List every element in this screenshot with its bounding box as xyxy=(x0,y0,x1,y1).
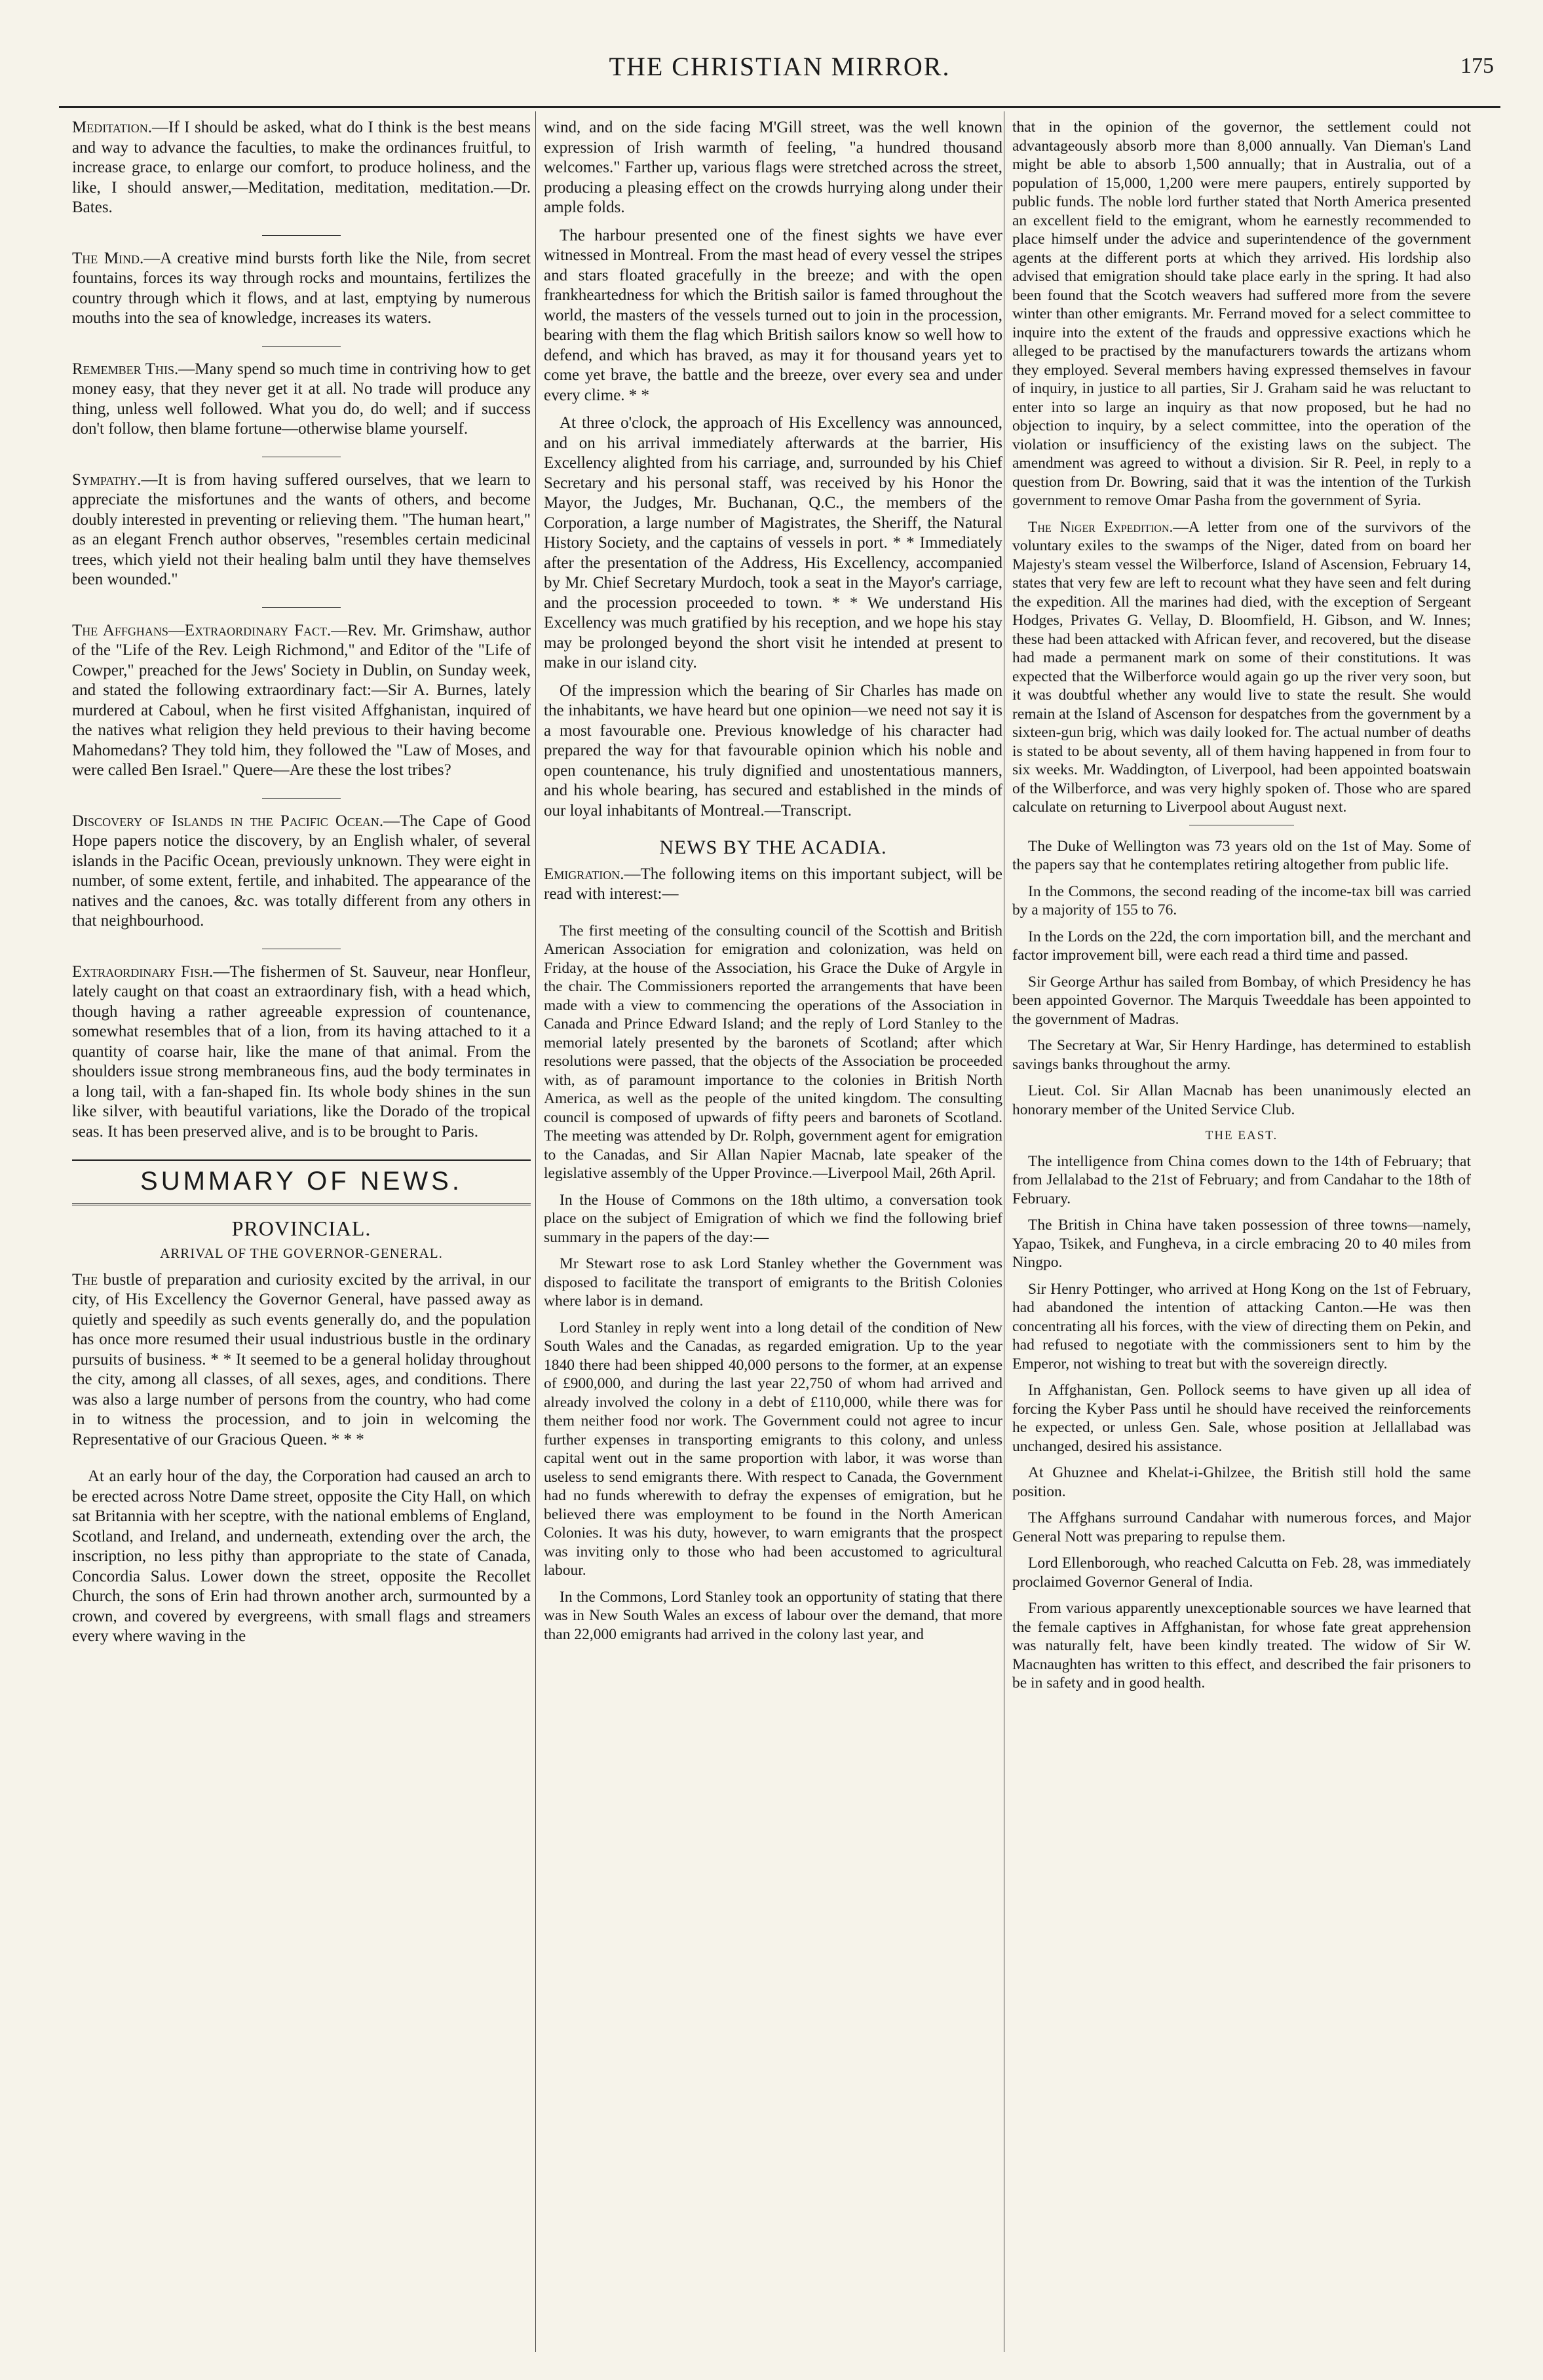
emigration-item-1: The first meeting of the consulting council of the Scottish and British American Association for emigration and colonization, was held on Friday, at the house of the Association, his Grace the Duke of Argyle in the chair. The Commissioners reported the arrangements that have been made with a view to commencing the operations of the Association in Canada and Prince Edward Island; and the reply of Lord Stanley to the memorial lately presented by the baronets of Scotland; after which resolutions were passed, that the objects of the Association be proceeded with, as of paramount importance to the colonies in British North America, as well as the people of the united kingdom. The consulting council is composed of upwards of fifty peers and baronets of Scotland. The meeting was attended by Dr. Rolph, government agent for emigration to the Canadas, and Sir Allan Napier Macnab, late speaker of the legislative assembly of the Upper Province.—Liverpool Mail, 26th April. xyxy=(544,922,1002,1182)
news-item: In the Commons, the second reading of the income-tax bill was carried by a majority of 155 to 76. xyxy=(1012,882,1471,918)
east-heading: THE EAST. xyxy=(1205,1129,1278,1143)
column-right xyxy=(1012,118,1471,1701)
text-the-mind: —A creative mind bursts forth like the Nile, from secret fountains, forces its way through rocks and mountains, fertilizes the country through which it flows, and at last, emptying by numerous mouths into the sea of knowledge, increases its waters. xyxy=(72,249,531,327)
article-sympathy xyxy=(72,470,531,590)
article-fish xyxy=(72,962,531,1143)
east-item: The British in China have taken possession of three towns—namely, Yapao, Tsikek, and Fungheva, in a circle embracing 20 to 40 miles from Ningpo. xyxy=(1012,1217,1471,1271)
news-item: In the Lords on the 22d, the corn importation bill, and the merchant and factor improvement bill, were each read a third time and passed. xyxy=(1012,928,1471,964)
summary-heading: SUMMARY OF NEWS. xyxy=(140,1167,463,1196)
article-the-mind xyxy=(72,249,531,329)
lead-discovery: Discovery of Islands in the Pacific Ocean. xyxy=(72,812,384,830)
header-rule xyxy=(59,106,1500,108)
column-middle xyxy=(544,118,1002,1652)
lead-affghans: The Affghans—Extraordinary Fact. xyxy=(72,621,332,639)
east-item: Sir Henry Pottinger, who arrived at Hong Kong on the 1st of February, had abandoned the intention of attacking Canton.—He was then concentrating all his forces, with the view of directing them on Pekin, and had refused to negotiate with the commissioners sent to him by the Emperor, not wishing to treat but with the sovereign directly. xyxy=(1012,1280,1471,1372)
arrival-paragraph-3: wind, and on the side facing M'Gill street, was the well known expression of Irish warmth of feeling, "a hundred thousand welcomes." Farther up, various flags were stretched across the street, producing a pleasing effect on the crowds hurrying along under their ample folds. xyxy=(544,119,1002,216)
text-meditation: —If I should be asked, what do I think is the best means and way to advance the faculties, to make the ordinances fruitful, to increase grace, to enlarge our comfort, to produce holiness, and the like, I should answer,—Meditation, meditation, meditation.—Dr. Bates. xyxy=(72,119,531,216)
east-item: From various apparently unexceptionable sources we have learned that the female captives in Affghanistan, for whose fate great apprehension was naturally felt, have been kindly treated. The widow of Sir W. Macnaughten has written to this effect, and described the fair prisoners to be in safety and in good health. xyxy=(1012,1600,1471,1691)
text-arrival-1: bustle of preparation and curiosity excited by the arrival, in our city, of His Excellency the Governor General, have passed away as quietly and speedily as such events generally do, and the population has once more resumed their usual industrious bustle in the ordinary pursuits of business. * * It seemed to be a general holiday throughout the city, among all classes, of all sexes, ages, and conditions. There was also a large number of persons from the country, who had come in to witness the procession, and to join in welcoming the Representative of our Gracious Queen. * * * xyxy=(72,1270,531,1448)
lead-emigration: Emigration. xyxy=(544,865,624,883)
emigration-intro xyxy=(544,865,1002,905)
running-title: THE CHRISTIAN MIRROR. xyxy=(609,52,951,81)
article-meditation xyxy=(72,118,531,218)
news-item: The Duke of Wellington was 73 years old on the 1st of May. Some of the papers say that he contemplates retiring altogether from public life. xyxy=(1012,837,1471,873)
arrival-paragraph-1 xyxy=(72,1270,531,1450)
text-affghans: —Rev. Mr. Grimshaw, author of the "Life of the Rev. Leigh Richmond," and Editor of the "Life of Cowper," preached for the Jews' Society in Dublin, on Sunday week, and stated the following extraordinary fact:—Sir A. Burnes, lately murdered at Caboul, when he first visited Affghanistan, inquired of the natives what religion they held previous to their having become Mahomedans? They told him, they followed the "Law of Moses, and were called Ben Israel." Quere—Are these the lost tribes? xyxy=(72,621,531,779)
page-number: 175 xyxy=(1460,54,1494,78)
lead-sympathy: Sympathy. xyxy=(72,470,142,489)
text-emigration: —The following items on this important subject, will be read with interest:— xyxy=(544,865,1002,903)
emigration-item-3: Mr Stewart rose to ask Lord Stanley whether the Government was disposed to facilitate the transport of emigrants to the British Colonies where labor is in demand. xyxy=(544,1255,1002,1310)
lead-remember: Remember This. xyxy=(72,360,179,378)
east-item: The Affghans surround Candahar with numerous forces, and Major General Nott was preparing to repulse them. xyxy=(1012,1509,1471,1545)
emigration-item-4: Lord Stanley in reply went into a long detail of the condition of New South Wales and the Canadas, as regarded emigration. Up to the year 1840 there had been shipped 40,000 persons to the former, at an expense of £900,000, and during the last year 22,750 of whom had arrived and already involved the colony in a debt of £110,000, while there was for them neither food nor work. The Government could not agree to incur further expenses in transporting emigrants to this colony, and unless capital went out in the same proportion with labor, it was worse than useless to send emigrants there. With respect to Canada, the Government had no funds wherewith to defray the expenses of emigration, but he believed there was employment to be found in the North American Colonies. It was his duty, however, to warn emigrants that the prospect was inviting only to those who had been accustomed to agricultural labour. xyxy=(544,1319,1002,1579)
column-divider xyxy=(535,111,536,2352)
separator xyxy=(262,798,341,799)
text-fish: —The fishermen of St. Sauveur, near Honfleur, lately caught on that coast an extraordinary fish, with a head which, though having a rather agreeable expression of countenance, somewhat resembles that of a lion, from its having attached to it a quantity of coarse hair, like the mane of that animal. From the shoulders issue strong membraneous fins, aud the body terminates in a long tail, with a fan-shaped fin. Its whole body shines in the sun like silver, with beautiful variations, like the Dorado of the tropical seas. It has been preserved alive, and is to be brought to Paris. xyxy=(72,962,531,1141)
arrival-paragraph-4: The harbour presented one of the finest sights we have ever witnessed in Montreal. From the mast head of every vessel the stripes and stars floated gracefully in the breeze; and with the open frankheartedness for which the British sailor is famed throughout the world, the masters of the vessels turned out to join in the procession, bearing with them the flag which British sailors know so well how to defend, and which has braved, as may it for thousand years yet to come yet brave, the battle and the breeze, over every sea and under every clime. * * xyxy=(544,226,1002,404)
emigration-item-5: In the Commons, Lord Stanley took an opportunity of stating that there was in New South Wales an excess of labour over the demand, that more than 22,000 emigrants had arrived in the colony last year, and xyxy=(544,1588,1002,1643)
provincial-heading: PROVINCIAL. xyxy=(231,1216,371,1240)
lead-niger: The Niger Expedition. xyxy=(1028,518,1173,536)
double-rule xyxy=(72,1203,531,1205)
lead-fish: Extraordinary Fish. xyxy=(72,962,214,981)
article-niger xyxy=(1012,518,1471,817)
lead-meditation: Meditation. xyxy=(72,119,153,136)
double-rule xyxy=(72,1159,531,1161)
separator xyxy=(262,235,341,236)
text-sympathy: —It is from having suffered ourselves, that we learn to appreciate the misfortunes and the wants of others, and become doubly interested in preventing or relieving them. "The human heart," as an elegant French author observes, "resembles certain medicinal trees, which yield not their healing balm until they have themselves been wounded." xyxy=(72,470,531,588)
lead-arrival: The xyxy=(72,1270,98,1289)
news-item: Sir George Arthur has sailed from Bombay, of which Presidency he has been appointed Governor. The Marquis Tweeddale has been appointed to the government of Madras. xyxy=(1012,973,1471,1028)
text-niger: —A letter from one of the survivors of the voluntary exiles to the swamps of the Niger, dated from on board her Majesty's steam vessel the Wilberforce, Island of Ascension, February 14, states that very few are left to recount what they have seen and felt during the expedition. All the marines had died, with the exception of Sergeant Hodges, Privates G. Vellay, D. Bloomfield, H. Gibson, and W. Innes; these had been attacked with African fever, and recovered, but the disease had made a permanent mark on some of their constitutions. It was expected that the Wilberforce would again go up the river very soon, but it was doubtful whether any would live to state the result. She would remain at the Island of Ascenson for despatches from the government by a sixteen-gun brig, which was daily looked for. The actual number of deaths is stated to be about seventy, all of them having happened in from four to six weeks. Mr. Waddington, of Liverpool, had been appointed boatswain of the Wilberforce, and was very highly spoken of. Those who are spared calculate on returning to Liverpool about August next. xyxy=(1012,518,1471,816)
separator xyxy=(262,607,341,608)
news-item: The Secretary at War, Sir Henry Hardinge, has determined to establish savings banks throughout the army. xyxy=(1012,1037,1471,1073)
news-item: Lieut. Col. Sir Allan Macnab has been unanimously elected an honorary member of the United Service Club. xyxy=(1012,1082,1471,1118)
article-remember xyxy=(72,360,531,440)
article-discovery xyxy=(72,812,531,932)
news-acadia-heading: NEWS BY THE ACADIA. xyxy=(659,837,887,858)
east-item: At Ghuznee and Khelat-i-Ghilzee, the British still hold the same position. xyxy=(1012,1464,1471,1500)
article-affghans xyxy=(72,621,531,781)
column-left xyxy=(72,118,531,1664)
commons-paragraph: that in the opinion of the governor, the settlement could not advantageously absorb more than 8,000 annually. Van Dieman's Land might be able to absorb 1,500 annually; that in Australia, out of a population of 15,000, 1,200 were mere paupers, entirely supported by public funds. The noble lord further stated that North America presented an excellent field to the emigrant, whom he earnestly recommended to place himself under the advice and superintendence of the government agents at the different ports at which they arrived. His lordship also advised that emigration should take place early in the spring. It had also been found that the Scotch weavers had suffered more from the severe winter than other emigrants. Mr. Ferrand moved for a select committee to inquire into the extent of the frauds and oppressive exactions which he alleged to be practised by the manufacturers towards the artizans whom they employed. Several members having expressed themselves in favour of inquiry, in justice to all parties, Sir J. Graham said he was reluctant to enter into so large an inquiry as that now proposed, but he had no objection to inquiry, by a select committee, into the operation of the violation or insufficiency of the existing laws on the subject. The amendment was agreed to without a division. Sir R. Peel, in reply to a question from Dr. Bowring, said that it was the intention of the Turkish government to remove Omar Pasha from the government of Syria. xyxy=(1012,119,1471,509)
page-header xyxy=(59,46,1500,98)
east-item: Lord Ellenborough, who reached Calcutta on Feb. 28, was immediately proclaimed Governor General of India. xyxy=(1012,1555,1471,1591)
emigration-item-2: In the House of Commons on the 18th ultimo, a conversation took place on the subject of Emigration of which we find the following brief summary in the papers of the day:— xyxy=(544,1191,1002,1246)
arrival-heading: ARRIVAL OF THE GOVERNOR-GENERAL. xyxy=(160,1245,443,1261)
east-item: In Affghanistan, Gen. Pollock seems to have given up all idea of forcing the Kyber Pass until he should have received the reinforcements he expected, or unless Gen. Sale, whose position at Jellallabad was unchanged, desired his assistance. xyxy=(1012,1382,1471,1455)
separator xyxy=(262,346,341,347)
arrival-paragraph-6: Of the impression which the bearing of Sir Charles has made on the inhabitants, we have heard but one opinion—we need not say it is a most favourable one. Previous knowledge of his character had prepared the way for that favourable opinion which his noble and open countenance, his truly dignified and unostentatious manners, and his whole bearing, has secured and established in the minds of our loyal inhabitants of Montreal.—Transcript. xyxy=(544,681,1002,820)
text-remember: —Many spend so much time in contriving how to get money easy, that they never get it at all. No trade will produce any thing, unless well followed. What you do, do well; and if success don't follow, then blame fortune—otherwise blame yourself. xyxy=(72,360,531,438)
lead-the-mind: The Mind. xyxy=(72,249,144,267)
arrival-paragraph-5: At three o'clock, the approach of His Excellency was announced, and on his arrival immediately afterwards at the barrier, His Excellency alighted from his carriage, and, surrounded by his Chief Secretary and his personal staff, was received by his Honor the Mayor, the Judges, Mr. Buchanan, Q.C., the members of the Corporation, a large number of Magistrates, the Sheriff, the Natural History Society, and the captains of vessels in port. * * Immediately after the presentation of the Address, His Excellency, accompanied by Mr. Chief Secretary Murdoch, took a seat in the Mayor's carriage, and the procession proceeded to town. * * We understand His Excellency was much gratified by his reception, and we hope his stay may be prolonged beyond the short visit he intended at present to make in our island city. xyxy=(544,414,1002,671)
text-discovery: —The Cape of Good Hope papers notice the discovery, by an English whaler, of several islands in the Pacific Ocean, previously unknown. They were eight in number, of some extent, fertile, and inhabited. The appearance of the natives and the canoes, &c. was totally different from any others in that neighbourhood. xyxy=(72,812,531,930)
east-item: The intelligence from China comes down to the 14th of February; that from Jellalabad to the 21st of February; and from Candahar to the 18th of February. xyxy=(1012,1152,1471,1207)
arrival-paragraph-2: At an early hour of the day, the Corporation had caused an arch to be erected across Notre Dame street, opposite the City Hall, on which sat Britannia with her sceptre, with the national emblems of England, Scotland, and Ireland, and underneath, extending over the arch, the inscription, no less pithy than appropriate to the state of Canada, Concordia Salus. Lower down the street, opposite the Recollet Church, the sons of Erin had thrown another arch, surmounted by a crown, and covered by evergreens, with small flags and streamers every where waving in the xyxy=(72,1467,531,1645)
